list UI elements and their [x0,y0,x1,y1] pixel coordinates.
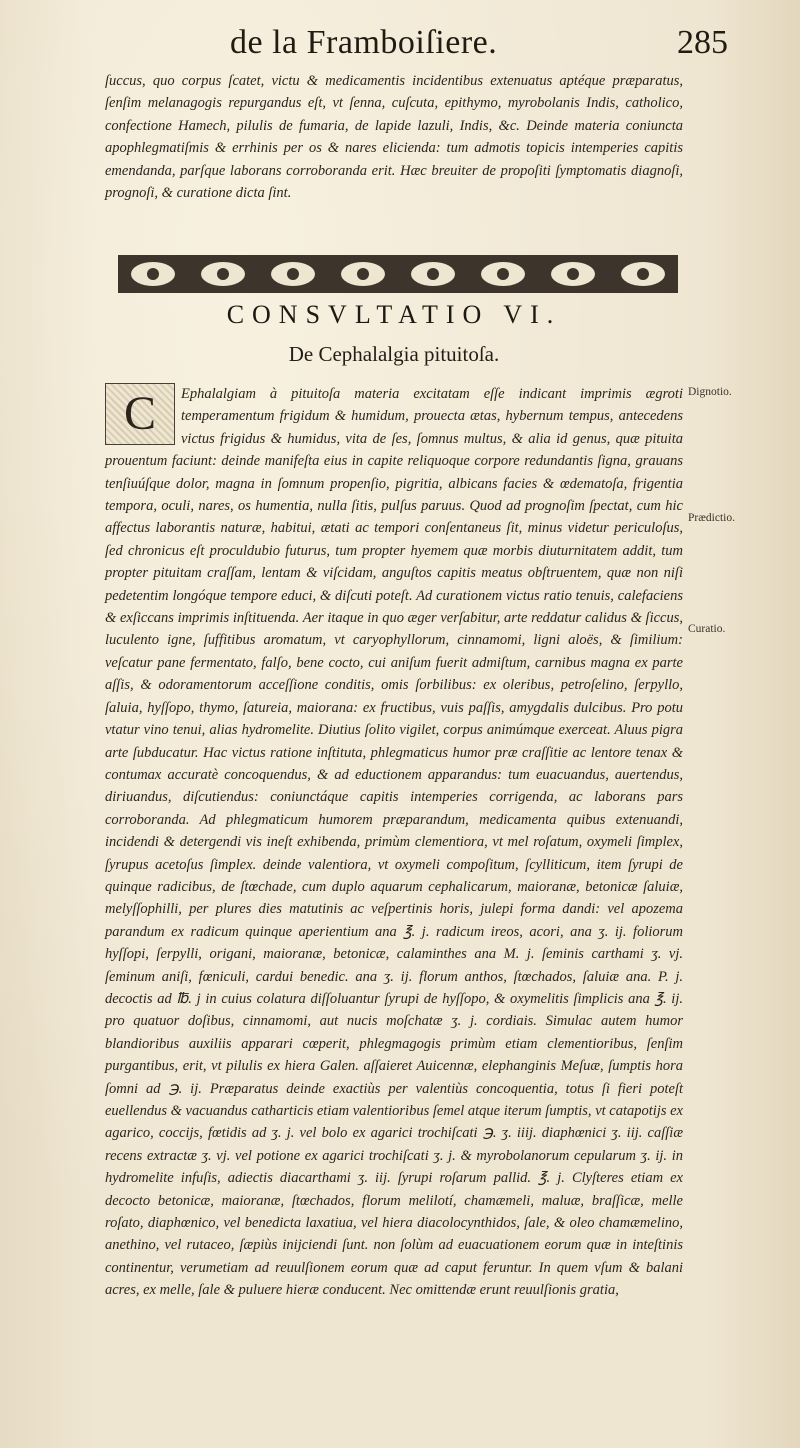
decorated-initial [105,383,175,445]
initial-letter: C [123,387,156,440]
continued-paragraph: ſuccus, quo corpus ſcatet, victu & medicamentis incidentibus extenuatus aptéque præparatus, ſenſim melanagogis repurgandus eſt, vt ſenna, cuſcuta, epithymo, myrobolanis Indis, catholico, confectione Hamech, pilulis de fumaria, de lapide lazuli, Indis, &c. Deinde materia coniuncta apophlegmatiſmis & errhinis per os & nares elicienda: tum admotis topicis intemperies capitis emendanda, parſque laborans corroboranda erit. Hæc breuiter de propoſiti ſymptomatis diagnoſi, prognoſi, & curatione dicta ſint. [105,73,683,202]
page-number: 285 [677,24,728,61]
margin-note-dignotio: Dignotio. [688,386,732,398]
margin-note-curatio: Curatio. [688,623,726,635]
main-paragraph: Ephalalgiam à pituitoſa materia excitatam eſſe indicant imprimis ægroti temperamentum frigidum & humidum, prouecta ætas, hybernum tempus, antecedens victus frigidus & humidus, vita de ſes, ſomnus multus, & alia id genus, quæ pituita prouentum faciunt: deinde manifeſta eius in capite reliquoque corpore redundantis ſigna, grauans tenſiuúſque dolor, magna in ſomnum propenſio, pigritia, albicans facies & œdematoſa, frigentia tempora, oculi, nares, os humentia, nulla ſitis, pulſus paruus. Quod ad prognoſim ſpectat, cum hic affectus laborantis naturæ, habitui, ætati ac tempori conſentaneus ſit, minus videtur periculoſus, ſed chronicus eſt proculdubio futurus, tum propter hyemem quæ morbis diuturnitatem addit, tum propter pituitam craſſam, lentam & viſcidam, anguſtos capitis meatus obſtruentem, quæ non niſi pedetentim longóque tempore educi, & diſcuti poteſt. Ad curationem victus ratio tenuis, calefaciens & exſiccans imprimis inſtituenda. Aer itaque in quo æger verſabitur, arte reddatur calidus & ſiccus, luculento igne, ſuffitibus aromatum, vt caryophyllorum, cinnamomi, ligni aloës, & ſimilium: veſcatur pane fermentato, falſo, bene cocto, cui aniſum fuerit admiſtum, carnibus magna ex parte aſſis, & odoramentorum acceſſione conditis, omis ſorbilibus: ex oleribus, petroſelino, ſerpyllo, ſaluia, hyſſopo, thymo, ſatureia, maiorana: ex fructibus, vuis paſſis, amygdalis dulcibus. Pro potu vtatur vino tenui, alias hydromelite. Diutius ſolito vigilet, corpus animúmque exerceat. Aluus pigra arte ſubducatur. Hac victus ratione inſtituta, phlegmaticus humor præ craſſitie ac lentore tenax & contumax accuratè concoquendus, & ad eductionem apparandus: tum euacuandus, auertendus, diriuandus, diſcutiendus: coniunctáque capitis intemperies corrigenda, ac laborans pars corroboranda. Ad phlegmaticum humorem præparandum, medicamenta quibus extenuandi, incidendi & detergendi vis ineſt exhibenda, primùm clementiora, vt mel roſatum, oxymeli ſimplex, ſyrupus acetoſus ſimplex. deinde valentiora, vt oxymeli compoſitum, ſcylliticum, item ſyrupi de quinque radicibus, de ſtœchade, cum duplo aquarum cephalicarum, maioranæ, betonicæ ſaluiæ, melyſſophilli, per plures dies matutinis ac veſpertinis horis, julepi forma dandi: vel apozema parandum ex radicum quinque aperientium ana ℥. j. radicum ireos, acori, ana ʒ. ij. foliorum hyſſopi, ſerpylli, origani, maioranæ, betonicæ, calaminthes ana M. j. ſeminis carthami ʒ. vj. ſeminum aniſi, fœniculi, cardui benedic. ana ʒ. ij. florum anthos, ſtœchados, ſaluiæ ana. P. j. decoctis ad ℔. j in cuius colatura diſſoluantur ſyrupi de hyſſopo, & oxymelitis ſimplicis ana ℥. ij. pro quatuor doſibus, cinnamomi, aut nucis moſchatæ ʒ. j. cordiais. Simulac autem humor blandioribus auxiliis apparari cœperit, phlegmagogis primùm etiam clementioribus, ſenſim purgantibus, erit, vt pilulis ex hiera Galen. aſſaieret Auicennæ, elephanginis Meſuæ, ſumptis hora ſomni ad ℈. ij. Præparatus deinde exactiùs per valentiùs concoquentia, totus ſi fieri poteſt euellendus & vacuandus catharticis etiam valentioribus ſemel atque iterum ſumptis, vt catapotijs ex agarico, coccijs, fœtidis ad ʒ. j. vel bolo ex agarici trochiſcati ℈. ʒ. iiij. diaphœnici ʒ. iij. caſſiæ recens extractæ ʒ. vj. vel potione ex agarici trochiſcati ʒ. j. & myrobolanorum cepularum ʒ. ij. in hydromelite infuſis, adiectis diacarthami ʒ. iij. ſyrupi roſarum pallid. ℥. j. Clyſteres etiam ex decocto betonicæ, maioranæ, ſtœchados, florum melilotí, chamæmeli, maluæ, braſſicæ, melle roſato, diaphœnico, vel benedicta laxatiua, vel hiera diacolocynthidos, ſale, & oleo chamæmelino, anethino, vel rutaceo, ſæpiùs inijciendi ſunt. non ſolùm ad euacuationem eorum quæ in inteſtinis continentur, verumetiam ad reuulſionem eorum quæ ad caput feruntur. In quem vſum & balani acres, ex melle, ſale & puluere hieræ conducent. Nec omittendæ erunt reuulſionis gratia, [105,386,683,1299]
running-head [105,24,740,64]
main-paragraph-block [105,383,683,1302]
margin-note-praedictio: Prædictio. [688,512,735,524]
consultation-subtitle: De Cephalalgia pituitoſa. [288,342,500,366]
decorative-headpiece [118,255,678,293]
consultation-title: CONSVLTATIO VI. [226,300,562,329]
running-head-title: de la Framboiſiere. [230,24,498,61]
